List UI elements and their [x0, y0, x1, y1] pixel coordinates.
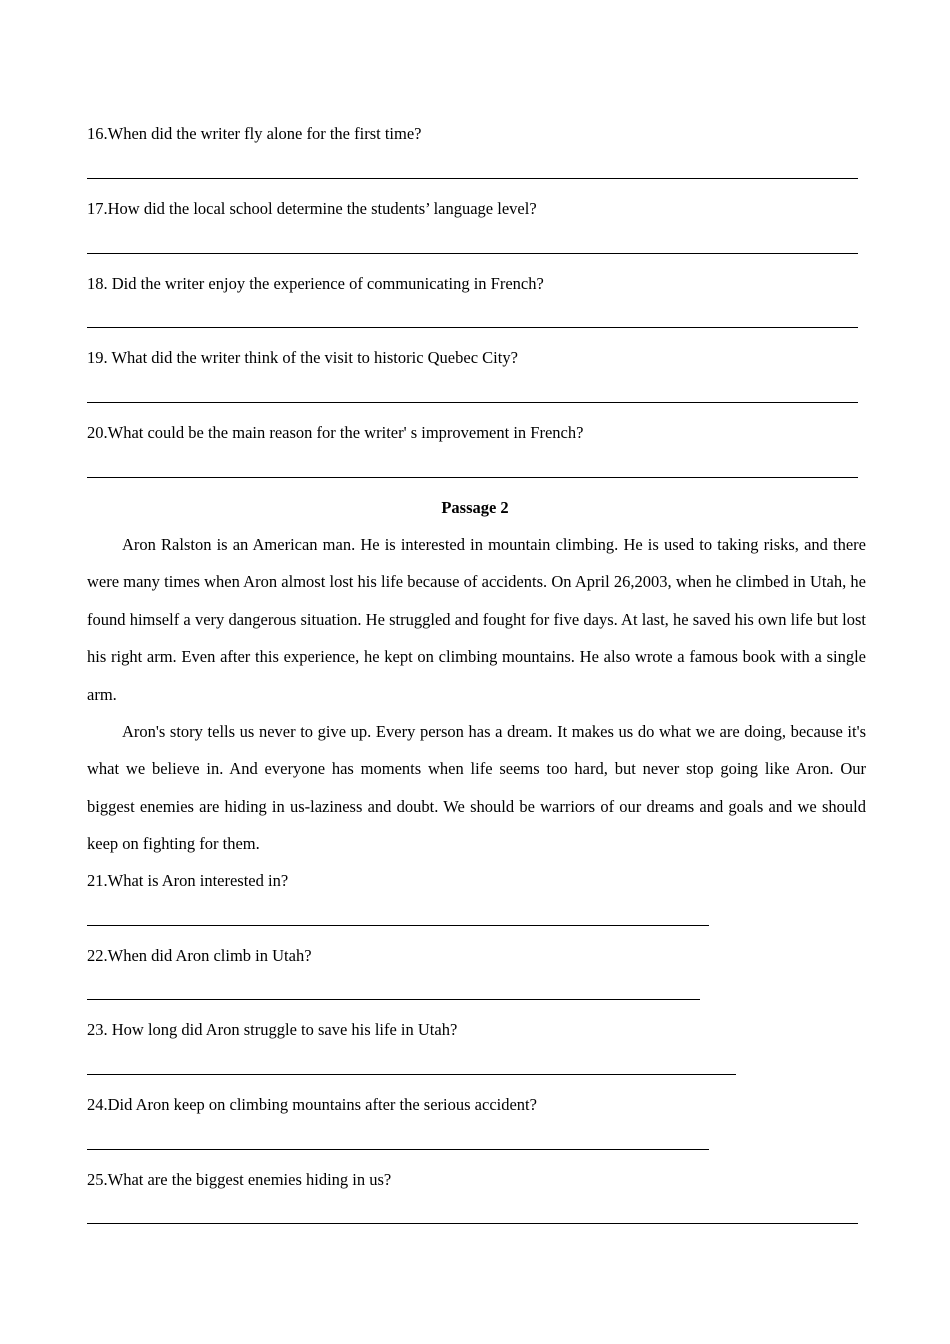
question-23: 23. How long did Aron struggle to save his life in Utah?	[87, 1020, 458, 1039]
passage-2-paragraph-2: Aron's story tells us never to give up. Every person has a dream. It makes us do what we are doing, because it's what we believe in. And everyone has moments when life seems too hard, but never stop going like Aron. Our biggest enemies are hiding in us-laziness and doubt. We should be warriors of our dreams and goals and we should keep on fighting for them.	[87, 722, 866, 854]
answer-line-25[interactable]	[87, 1223, 858, 1224]
question-21: 21.What is Aron interested in?	[87, 871, 289, 890]
question-17: 17.How did the local school determine the students’ language level?	[87, 199, 537, 218]
question-18: 18. Did the writer enjoy the experience of communicating in French?	[87, 274, 544, 293]
passage-2-title: Passage 2	[441, 498, 509, 517]
question-25: 25.What are the biggest enemies hiding in us?	[87, 1170, 392, 1189]
answer-line-22[interactable]	[87, 999, 700, 1000]
question-16: 16.When did the writer fly alone for the first time?	[87, 124, 422, 143]
answer-line-18[interactable]	[87, 327, 858, 328]
answer-line-20[interactable]	[87, 477, 858, 478]
answer-line-17[interactable]	[87, 253, 858, 254]
answer-line-16[interactable]	[87, 178, 858, 179]
question-24: 24.Did Aron keep on climbing mountains after the serious accident?	[87, 1095, 537, 1114]
question-20: 20.What could be the main reason for the writer' s improvement in French?	[87, 423, 584, 442]
answer-line-23[interactable]	[87, 1074, 736, 1075]
answer-line-24[interactable]	[87, 1149, 709, 1150]
answer-line-19[interactable]	[87, 402, 858, 403]
passage-2-paragraph-1: Aron Ralston is an American man. He is interested in mountain climbing. He is used to taking risks, and there were many times when Aron almost lost his life because of accidents. On April 26,2003, when he climbed in Utah, he found himself a very dangerous situation. He struggled and fought for five days. At last, he saved his own life but lost his right arm. Even after this experience, he kept on climbing mountains. He also wrote a famous book with a single arm.	[87, 535, 866, 704]
answer-line-21[interactable]	[87, 925, 709, 926]
question-19: 19. What did the writer think of the visit to historic Quebec City?	[87, 348, 518, 367]
question-22: 22.When did Aron climb in Utah?	[87, 946, 312, 965]
